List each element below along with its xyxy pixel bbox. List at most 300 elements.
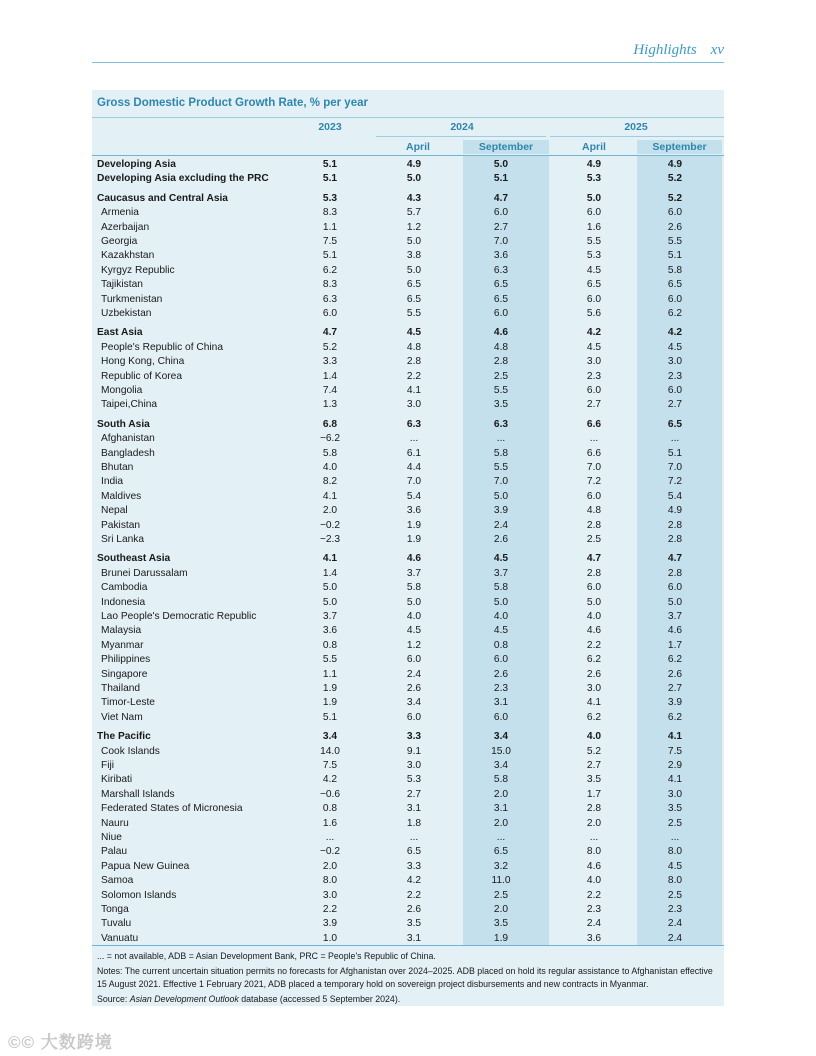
value-2024-september: 4.6 <box>493 327 509 339</box>
value-2025-september: ... <box>670 433 680 445</box>
value-2024-september: 6.0 <box>493 207 509 219</box>
economy-row <box>92 596 724 610</box>
value-2024-september: 3.5 <box>493 918 509 930</box>
value-2024-april: 3.3 <box>406 731 422 743</box>
row-label: Caucasus and Central Asia <box>97 192 228 204</box>
value-2024-september: 3.1 <box>493 697 509 709</box>
value-2025-april: 4.0 <box>586 611 602 622</box>
row-label: Fiji <box>101 760 115 771</box>
value-2025-april: 2.6 <box>586 668 602 680</box>
value-2025-april: 4.6 <box>586 860 602 872</box>
row-label: Federated States of Micronesia <box>101 803 243 815</box>
page-number: xv <box>710 42 724 58</box>
row-label: Papua New Guinea <box>101 860 190 872</box>
value-2024-april: 1.2 <box>406 221 422 233</box>
value-2025-april: 8.0 <box>586 846 602 858</box>
value-2025-september: 6.5 <box>667 279 683 291</box>
section-name: Highlights <box>633 42 697 58</box>
row-label: Hong Kong, China <box>101 356 185 368</box>
value-2024-april: 4.9 <box>406 159 422 170</box>
value-2025-september: 7.5 <box>667 745 683 757</box>
value-2023: 1.6 <box>322 817 338 829</box>
row-label: Viet Nam <box>101 711 143 723</box>
value-2024-september: 6.3 <box>493 264 509 276</box>
value-2024-september: 6.5 <box>493 279 509 291</box>
value-2024-april: 2.6 <box>406 904 422 915</box>
economy-row <box>92 624 724 638</box>
economy-row <box>92 682 724 696</box>
value-2025-september: 3.5 <box>667 803 683 815</box>
value-2024-september: 2.5 <box>493 889 509 901</box>
value-2025-september: 5.4 <box>667 490 683 502</box>
row-label: Turkmenistan <box>101 293 163 305</box>
value-2025-april: 6.2 <box>586 654 602 666</box>
economy-row <box>92 889 724 903</box>
value-2025-september: 5.0 <box>667 596 683 608</box>
row-label: Maldives <box>101 490 142 502</box>
value-2023: −0.2 <box>319 519 341 531</box>
economy-row <box>92 504 724 518</box>
value-2025-april: 2.2 <box>586 639 602 651</box>
value-2024-september: 5.0 <box>493 159 509 170</box>
source-title: Asian Development Outlook <box>129 994 239 1004</box>
value-2023: 6.8 <box>322 418 338 430</box>
value-2025-april: 4.5 <box>586 264 602 276</box>
value-2025-september: 3.0 <box>667 788 683 800</box>
value-2023: 8.3 <box>322 279 338 291</box>
value-2025-september: 4.9 <box>667 505 683 517</box>
value-2024-april: 5.7 <box>406 207 422 219</box>
value-2025-september: 4.1 <box>667 731 683 743</box>
economy-row <box>92 341 724 355</box>
value-2023: 5.0 <box>322 596 338 608</box>
row-label: Indonesia <box>101 596 146 608</box>
value-2023: 1.3 <box>322 399 338 411</box>
value-2024-april: 5.5 <box>406 308 422 319</box>
value-2024-april: 1.9 <box>406 534 422 545</box>
value-2025-april: 2.8 <box>586 567 602 579</box>
value-2025-september: 4.9 <box>667 159 683 170</box>
value-2024-april: 3.1 <box>406 932 422 944</box>
value-2023: 5.1 <box>322 173 338 185</box>
economy-row <box>92 773 724 787</box>
economy-row <box>92 711 724 725</box>
economy-row <box>92 278 724 292</box>
row-label: Cook Islands <box>101 745 160 757</box>
row-label: Lao People's Democratic Republic <box>101 611 257 622</box>
row-label: Mongolia <box>101 385 143 396</box>
economy-row <box>92 370 724 384</box>
value-2025-april: 4.2 <box>586 327 602 339</box>
value-2024-september: ... <box>496 832 506 843</box>
value-2025-september: 2.5 <box>667 817 683 829</box>
row-label: India <box>101 476 124 488</box>
value-2024-april: 5.4 <box>406 490 422 502</box>
value-2023: 5.8 <box>322 447 338 459</box>
value-2024-september: 2.0 <box>493 788 509 800</box>
value-2025-september: ... <box>670 832 680 843</box>
row-label: Palau <box>101 846 128 858</box>
value-2024-april: 6.5 <box>406 279 422 291</box>
region-row <box>92 418 724 432</box>
value-2025-april: 6.0 <box>586 385 602 396</box>
value-2024-april: 3.1 <box>406 803 422 815</box>
value-2025-april: 2.4 <box>586 918 602 930</box>
value-2024-september: 3.6 <box>493 250 509 262</box>
value-2023: 0.8 <box>322 803 338 815</box>
value-2025-april: 2.8 <box>586 519 602 531</box>
value-2024-september: 2.6 <box>493 668 509 680</box>
value-2024-september: 11.0 <box>491 875 511 887</box>
value-2025-april: 7.0 <box>586 462 602 473</box>
value-2024-april: 4.5 <box>406 625 422 637</box>
value-2025-september: 7.2 <box>667 476 683 488</box>
value-2023: 2.2 <box>322 904 338 915</box>
value-2025-april: 2.7 <box>586 399 602 411</box>
subheader-2025-september: September <box>637 140 722 154</box>
region-row <box>92 326 724 340</box>
value-2023: 1.9 <box>322 683 338 694</box>
economy-row <box>92 533 724 547</box>
row-label: Developing Asia excluding the PRC <box>97 173 269 185</box>
row-label: Nepal <box>101 505 128 517</box>
value-2024-april: 2.8 <box>406 356 422 368</box>
value-2025-september: 5.1 <box>667 447 683 459</box>
subheader-2024-april: April <box>406 141 430 153</box>
value-2023: 1.1 <box>322 668 338 680</box>
economy-row <box>92 475 724 489</box>
value-2023: 5.1 <box>322 159 338 170</box>
value-2023: 4.2 <box>322 774 338 786</box>
value-2025-september: 2.8 <box>667 519 683 531</box>
value-2023: 0.8 <box>322 639 338 651</box>
row-label: Tonga <box>101 904 129 915</box>
value-2025-april: 1.6 <box>586 221 602 233</box>
subheader-2024-september: September <box>463 140 549 154</box>
value-2025-september: 2.9 <box>667 760 683 771</box>
row-label: Solomon Islands <box>101 889 177 901</box>
year-2025-header: 2025 <box>624 121 648 133</box>
value-2024-september: 5.1 <box>493 173 509 185</box>
source-prefix: Source: <box>97 994 130 1004</box>
value-2025-september: 1.7 <box>667 639 683 651</box>
value-2024-september: 6.3 <box>493 418 509 430</box>
source-suffix: database (accessed 5 September 2024). <box>238 994 401 1004</box>
value-2025-april: 5.0 <box>586 192 602 204</box>
value-2024-april: 3.6 <box>406 505 422 517</box>
row-label: Brunei Darussalam <box>101 567 188 579</box>
value-2024-april: 5.8 <box>406 582 422 594</box>
value-2025-april: 6.0 <box>586 490 602 502</box>
value-2023: 4.7 <box>322 327 338 339</box>
row-label: Sri Lanka <box>101 534 145 545</box>
value-2023: 3.3 <box>322 356 338 368</box>
value-2023: 5.2 <box>322 341 338 353</box>
value-2025-april: 7.2 <box>586 476 602 488</box>
row-label: Vanuatu <box>101 932 139 944</box>
row-label: Uzbekistan <box>101 308 152 319</box>
value-2023: 5.1 <box>322 711 338 723</box>
row-label: Samoa <box>101 875 134 887</box>
row-label: Timor-Leste <box>101 697 155 709</box>
value-2025-september: 6.2 <box>667 308 683 319</box>
value-2025-september: 6.0 <box>667 293 683 305</box>
value-2023: 8.2 <box>322 476 338 488</box>
region-row <box>92 192 724 206</box>
value-2023: 3.4 <box>322 731 338 743</box>
economy-row <box>92 432 724 446</box>
row-label: Marshall Islands <box>101 788 175 800</box>
value-2024-april: 4.6 <box>406 553 422 565</box>
value-2024-september: 4.5 <box>493 553 509 565</box>
row-label: Taipei,China <box>101 399 158 411</box>
economy-row <box>92 745 724 759</box>
value-2025-september: 2.8 <box>667 567 683 579</box>
value-2023: 6.3 <box>322 293 338 305</box>
value-2025-april: 3.5 <box>586 774 602 786</box>
value-2023: 5.3 <box>322 192 338 204</box>
region-row <box>92 172 724 186</box>
value-2025-april: 4.5 <box>586 341 602 353</box>
row-label: Malaysia <box>101 625 142 637</box>
value-2023: 7.5 <box>322 760 338 771</box>
row-label: Niue <box>101 832 122 843</box>
value-2025-september: 6.2 <box>667 711 683 723</box>
value-2025-april: 2.3 <box>586 904 602 915</box>
value-2025-september: 5.2 <box>667 192 683 204</box>
title-divider <box>92 117 724 118</box>
row-label: Afghanistan <box>101 433 155 445</box>
row-label: Thailand <box>101 683 141 694</box>
value-2024-april: 6.5 <box>406 846 422 858</box>
value-2024-april: 5.3 <box>406 774 422 786</box>
value-2025-april: 2.8 <box>586 803 602 815</box>
row-label: Pakistan <box>101 519 141 531</box>
value-2024-september: 2.4 <box>493 519 509 531</box>
value-2025-april: 4.1 <box>586 697 602 709</box>
row-label: People's Republic of China <box>101 341 224 353</box>
economy-row <box>92 384 724 398</box>
value-2024-september: 7.0 <box>493 476 509 488</box>
value-2024-april: 6.0 <box>406 654 422 666</box>
value-2025-september: 4.5 <box>667 860 683 872</box>
value-2023: 3.6 <box>322 625 338 637</box>
value-2025-september: 6.0 <box>667 385 683 396</box>
region-row <box>92 552 724 566</box>
value-2025-september: 4.7 <box>667 553 683 565</box>
value-2024-september: 2.5 <box>493 370 509 382</box>
economy-row <box>92 874 724 888</box>
value-2025-september: 2.3 <box>667 370 683 382</box>
value-2025-september: 3.0 <box>667 356 683 368</box>
row-label: Bhutan <box>101 462 134 473</box>
economy-row <box>92 235 724 249</box>
economy-row <box>92 461 724 475</box>
value-2023: 7.5 <box>322 236 338 247</box>
value-2025-september: 6.2 <box>667 654 683 666</box>
value-2025-april: 2.3 <box>586 370 602 382</box>
economy-row <box>92 567 724 581</box>
value-2024-september: 4.5 <box>493 625 509 637</box>
row-label: Tajikistan <box>101 279 143 291</box>
value-2024-september: 6.0 <box>493 711 509 723</box>
value-2025-april: 5.6 <box>586 308 602 319</box>
row-label: Bangladesh <box>101 447 155 459</box>
row-label: Myanmar <box>101 639 144 651</box>
value-2023: 8.3 <box>322 207 338 219</box>
footnote-abbreviations: ... = not available, ADB = Asian Development Bank, PRC = People's Republic of China. <box>97 951 436 961</box>
value-2025-september: 2.5 <box>667 889 683 901</box>
value-2024-april: 4.2 <box>406 875 422 887</box>
value-2024-september: 2.0 <box>493 904 509 915</box>
value-2023: 5.1 <box>322 250 338 262</box>
value-2025-april: 1.7 <box>586 788 602 800</box>
region-row <box>92 158 724 172</box>
row-label: The Pacific <box>97 731 151 743</box>
value-2023: −0.2 <box>319 846 341 858</box>
year-2024-header: 2024 <box>450 121 474 133</box>
value-2025-september: 4.2 <box>667 327 683 339</box>
value-2025-september: 3.9 <box>667 697 683 709</box>
economy-row <box>92 802 724 816</box>
value-2025-april: 4.6 <box>586 625 602 637</box>
value-2024-september: 0.8 <box>493 639 509 651</box>
value-2024-september: 15.0 <box>491 745 511 757</box>
value-2024-september: 2.7 <box>493 221 509 233</box>
value-2024-april: 5.0 <box>406 173 422 185</box>
footnote-source <box>97 993 722 1006</box>
value-2024-april: 3.5 <box>406 918 422 930</box>
value-2024-september: 3.7 <box>493 567 509 579</box>
value-2025-september: 6.0 <box>667 207 683 219</box>
value-2024-september: 3.5 <box>493 399 509 411</box>
value-2024-april: 2.4 <box>406 668 422 680</box>
value-2024-september: 7.0 <box>493 236 509 247</box>
economy-row <box>92 903 724 917</box>
value-2024-april: 2.6 <box>406 683 422 694</box>
value-2024-september: 3.4 <box>493 760 509 771</box>
value-2024-september: 5.5 <box>493 462 509 473</box>
value-2025-april: 5.0 <box>586 596 602 608</box>
row-label: Kyrgyz Republic <box>101 264 175 276</box>
value-2025-april: 6.0 <box>586 207 602 219</box>
value-2025-september: 3.7 <box>667 611 683 622</box>
value-2025-april: 3.0 <box>586 683 602 694</box>
value-2025-september: 5.5 <box>667 236 683 247</box>
value-2024-april: 4.8 <box>406 341 422 353</box>
value-2024-september: ... <box>496 433 506 445</box>
value-2024-april: 5.0 <box>406 236 422 247</box>
value-2023: 3.9 <box>322 918 338 930</box>
value-2024-april: 3.3 <box>406 860 422 872</box>
value-2024-april: 4.0 <box>406 611 422 622</box>
value-2024-september: 6.5 <box>493 846 509 858</box>
value-2025-september: 4.5 <box>667 341 683 353</box>
value-2023: 1.0 <box>322 932 338 944</box>
value-2025-september: 8.0 <box>667 875 683 887</box>
value-2024-april: 6.3 <box>406 418 422 430</box>
value-2025-september: 2.4 <box>667 918 683 930</box>
value-2025-april: ... <box>589 832 599 843</box>
value-2023: 1.9 <box>322 697 338 709</box>
value-2023: 14.0 <box>320 745 340 757</box>
value-2025-april: 6.6 <box>586 447 602 459</box>
value-2024-september: 5.8 <box>493 582 509 594</box>
row-label: Azerbaijan <box>101 221 150 233</box>
value-2025-april: 2.2 <box>586 889 602 901</box>
value-2025-april: 6.0 <box>586 582 602 594</box>
value-2024-april: 5.0 <box>406 596 422 608</box>
year-2024-rule <box>376 136 546 137</box>
value-2024-april: 7.0 <box>406 476 422 488</box>
economy-row <box>92 293 724 307</box>
value-2024-september: 2.6 <box>493 534 509 545</box>
value-2024-september: 4.7 <box>493 192 509 204</box>
value-2024-april: ... <box>409 433 419 445</box>
year-2023-header: 2023 <box>318 121 342 133</box>
value-2023: 1.1 <box>322 221 338 233</box>
value-2024-april: 6.5 <box>406 293 422 305</box>
value-2025-september: 5.2 <box>667 173 683 185</box>
economy-row <box>92 639 724 653</box>
economy-row <box>92 817 724 831</box>
value-2024-september: 2.0 <box>493 817 509 829</box>
value-2024-april: 1.2 <box>406 639 422 651</box>
value-2024-april: 1.8 <box>406 817 422 829</box>
value-2024-september: 5.8 <box>493 774 509 786</box>
value-2024-april: 3.8 <box>406 250 422 262</box>
value-2023: 5.0 <box>322 582 338 594</box>
value-2025-april: ... <box>589 433 599 445</box>
row-label: South Asia <box>97 418 150 430</box>
value-2023: 1.4 <box>322 370 338 382</box>
value-2024-april: 4.4 <box>406 462 422 473</box>
value-2023: 5.5 <box>322 654 338 666</box>
value-2025-april: 4.0 <box>586 731 602 743</box>
value-2024-april: 4.5 <box>406 327 422 339</box>
table-body <box>92 156 724 945</box>
value-2024-september: 5.0 <box>493 596 509 608</box>
value-2023: 3.7 <box>322 611 338 622</box>
row-label: Kazakhstan <box>101 250 155 262</box>
value-2023: −6.2 <box>319 433 341 445</box>
economy-row <box>92 447 724 461</box>
value-2024-september: 6.5 <box>493 293 509 305</box>
value-2025-april: 6.5 <box>586 279 602 291</box>
value-2024-april: ... <box>409 832 419 843</box>
value-2024-september: 2.8 <box>493 356 509 368</box>
value-2024-april: 9.1 <box>406 745 422 757</box>
row-label: Republic of Korea <box>101 370 182 382</box>
economy-row <box>92 490 724 504</box>
value-2024-april: 5.0 <box>406 264 422 276</box>
value-2025-april: 6.6 <box>586 418 602 430</box>
footnote-notes: Notes: The current uncertain situation permits no forecasts for Afghanistan over 2024–2025. ADB placed on hold its regular assistance to Afghanistan effective 15 August 2021. Effective 1 February 2021, ADB placed a temporary hold on sovereign project disbursements and new contracts in Myanmar. <box>97 966 713 989</box>
running-head <box>633 42 724 59</box>
value-2024-september: 6.0 <box>493 308 509 319</box>
value-2024-september: 5.5 <box>493 385 509 396</box>
value-2025-september: 2.8 <box>667 534 683 545</box>
economy-row <box>92 653 724 667</box>
value-2023: 4.0 <box>322 462 338 473</box>
value-2025-september: 2.7 <box>667 399 683 411</box>
value-2023: ... <box>325 832 335 843</box>
value-2025-september: 2.6 <box>667 668 683 680</box>
value-2025-september: 4.6 <box>667 625 683 637</box>
value-2023: 2.0 <box>322 860 338 872</box>
region-row <box>92 730 724 744</box>
table-bottom-rule <box>92 945 724 946</box>
